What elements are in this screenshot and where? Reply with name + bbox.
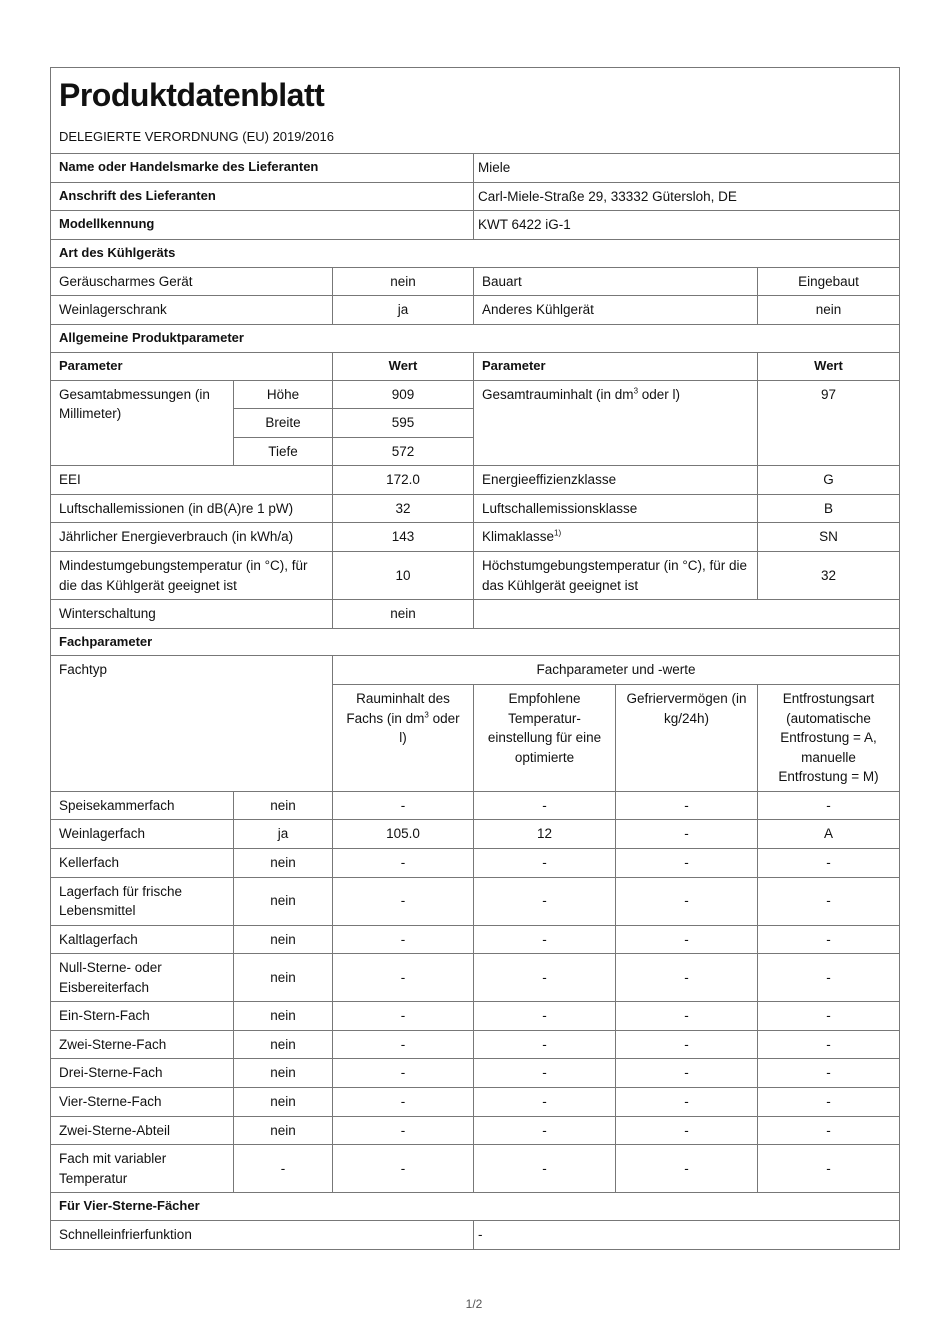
data-table <box>50 67 900 1250</box>
table-row <box>51 1030 900 1059</box>
width-value: 595 <box>333 409 474 438</box>
fast-freeze-value: - <box>474 1221 900 1250</box>
compartment-temp: - <box>474 791 616 820</box>
climate-class-label: Klimaklasse$^{1)}$ <box>474 523 758 552</box>
supplier-address-value: Carl-Miele-Straße 29, 33332 Gütersloh, DE <box>474 182 900 211</box>
fast-freeze-label: Schnelleinfrierfunktion <box>51 1221 474 1250</box>
compartment-present: - <box>234 1145 333 1193</box>
design-value: Eingebaut <box>758 267 900 296</box>
compartment-temp: - <box>474 954 616 1002</box>
supplier-name-value: Miele <box>474 154 900 183</box>
compartment-temp: - <box>474 1116 616 1145</box>
supplier-address-label: Anschrift des Lieferanten <box>51 182 474 211</box>
design-label: Bauart <box>474 267 758 296</box>
compartment-volume: - <box>333 848 474 877</box>
compartment-present: nein <box>234 1059 333 1088</box>
compartment-name: Zwei-Sterne-Abteil <box>51 1116 234 1145</box>
compartment-name: Zwei-Sterne-Fach <box>51 1030 234 1059</box>
footnote-marker: 1) <box>554 528 562 538</box>
table-row <box>51 1116 900 1145</box>
compartment-volume: - <box>333 1002 474 1031</box>
empty-cell <box>474 600 900 629</box>
compartment-defrost: - <box>758 1030 900 1059</box>
page-number: 1/2 <box>465 1297 483 1311</box>
compartment-present: ja <box>234 820 333 849</box>
width-label: Breite <box>234 409 333 438</box>
compartment-volume: - <box>333 791 474 820</box>
compartment-name: Speisekammerfach <box>51 791 234 820</box>
eei-value: 172.0 <box>333 466 474 495</box>
regulation-text: DELEGIERTE VERORDNUNG (EU) 2019/2016 <box>51 114 900 153</box>
col-freeze-header: Gefriervermögen (in kg/24h) <box>616 685 758 792</box>
compartment-freeze: - <box>616 1088 758 1117</box>
compartment-volume: - <box>333 1088 474 1117</box>
col-volume-header: Rauminhalt des Fachs (in $dm^3$ oder l) <box>333 685 474 792</box>
compartment-name: Vier-Sterne-Fach <box>51 1088 234 1117</box>
climate-class-value: SN <box>758 523 900 552</box>
compartment-defrost: - <box>758 877 900 925</box>
compartment-freeze: - <box>616 820 758 849</box>
table-row <box>51 1059 900 1088</box>
compartment-freeze: - <box>616 1059 758 1088</box>
compartment-freeze: - <box>616 1116 758 1145</box>
low-noise-value: nein <box>333 267 474 296</box>
table-row <box>51 877 900 925</box>
compartment-name: Kaltlagerfach <box>51 925 234 954</box>
volume-label: Gesamtrauminhalt (in $dm^3$ oder l) <box>474 380 758 466</box>
winter-switch-label: Winterschaltung <box>51 600 333 629</box>
compartment-present: nein <box>234 1002 333 1031</box>
param-header-right: Parameter <box>474 352 758 380</box>
compartment-defrost: A <box>758 820 900 849</box>
compartment-temp: - <box>474 1088 616 1117</box>
compartment-volume: - <box>333 877 474 925</box>
compartment-temp: 12 <box>474 820 616 849</box>
compartment-name: Kellerfach <box>51 848 234 877</box>
compartment-defrost: - <box>758 1088 900 1117</box>
compartment-temp: - <box>474 848 616 877</box>
other-device-label: Anderes Kühlgerät <box>474 296 758 325</box>
compartment-volume: - <box>333 1059 474 1088</box>
compartment-present: nein <box>234 877 333 925</box>
compartment-params-header: Fachparameter und -werte <box>333 656 900 685</box>
compartment-freeze: - <box>616 1030 758 1059</box>
model-label: Modellkennung <box>51 211 474 240</box>
table-row <box>51 848 900 877</box>
compartment-volume: - <box>333 1116 474 1145</box>
table-row <box>51 954 900 1002</box>
section-four-star: Für Vier-Sterne-Fächer <box>51 1193 900 1221</box>
compartment-freeze: - <box>616 954 758 1002</box>
col-defrost-header: Entfrostungsart (automatische Entfrostung = A, manuelle Entfrostung = M) <box>758 685 900 792</box>
energy-class-value: G <box>758 466 900 495</box>
table-row <box>51 925 900 954</box>
section-compartment-parameters: Fachparameter <box>51 628 900 656</box>
compartment-present: nein <box>234 1030 333 1059</box>
noise-emission-value: 32 <box>333 494 474 523</box>
table-row <box>51 1088 900 1117</box>
section-device-type: Art des Kühlgeräts <box>51 239 900 267</box>
product-data-sheet <box>50 67 899 1250</box>
compartment-present: nein <box>234 791 333 820</box>
max-temp-value: 32 <box>758 551 900 599</box>
compartment-defrost: - <box>758 791 900 820</box>
depth-value: 572 <box>333 437 474 466</box>
volume-value: 97 <box>758 380 900 466</box>
min-temp-label: Mindestumgebungstemperatur (in °C), für die das Kühlgerät geeignet ist <box>51 551 333 599</box>
compartment-present: nein <box>234 848 333 877</box>
compartment-defrost: - <box>758 848 900 877</box>
min-temp-value: 10 <box>333 551 474 599</box>
value-header-left: Wert <box>333 352 474 380</box>
compartment-present: nein <box>234 954 333 1002</box>
supplier-name-label: Name oder Handelsmarke des Lieferanten <box>51 154 474 183</box>
compartment-present: nein <box>234 1116 333 1145</box>
col-temp-header: Empfohlene Temperatur-einstellung für eine optimierte <box>474 685 616 792</box>
height-label: Höhe <box>234 380 333 409</box>
eei-label: EEI <box>51 466 333 495</box>
compartment-freeze: - <box>616 791 758 820</box>
compartment-volume: - <box>333 1145 474 1193</box>
compartment-name: Lagerfach für frische Lebensmittel <box>51 877 234 925</box>
compartment-name: Weinlagerfach <box>51 820 234 849</box>
compartment-present: nein <box>234 1088 333 1117</box>
compartment-defrost: - <box>758 1059 900 1088</box>
compartment-freeze: - <box>616 1002 758 1031</box>
compartment-temp: - <box>474 1145 616 1193</box>
other-device-value: nein <box>758 296 900 325</box>
depth-label: Tiefe <box>234 437 333 466</box>
compartment-temp: - <box>474 1059 616 1088</box>
param-header-left: Parameter <box>51 352 333 380</box>
annual-energy-value: 143 <box>333 523 474 552</box>
compartment-temp: - <box>474 1030 616 1059</box>
table-row <box>51 820 900 849</box>
model-value: KWT 6422 iG-1 <box>474 211 900 240</box>
compartment-name: Fach mit variabler Temperatur <box>51 1145 234 1193</box>
compartment-volume: - <box>333 954 474 1002</box>
energy-class-label: Energieeffizienzklasse <box>474 466 758 495</box>
winter-switch-value: nein <box>333 600 474 629</box>
compartment-defrost: - <box>758 1002 900 1031</box>
compartment-volume: 105.0 <box>333 820 474 849</box>
compartment-name: Ein-Stern-Fach <box>51 1002 234 1031</box>
wine-cabinet-label: Weinlagerschrank <box>51 296 333 325</box>
compartment-name: Null-Sterne- oder Eisbereiterfach <box>51 954 234 1002</box>
compartment-freeze: - <box>616 877 758 925</box>
compartment-freeze: - <box>616 925 758 954</box>
compartment-freeze: - <box>616 848 758 877</box>
table-row <box>51 1002 900 1031</box>
dimensions-label: Gesamtabmessungen (in Millimeter) <box>51 380 234 466</box>
page-title: Produktdatenblatt <box>51 68 900 115</box>
low-noise-label: Geräuscharmes Gerät <box>51 267 333 296</box>
compartment-defrost: - <box>758 1145 900 1193</box>
compartment-type-header: Fachtyp <box>51 656 333 791</box>
compartment-defrost: - <box>758 954 900 1002</box>
table-row <box>51 1145 900 1193</box>
compartment-defrost: - <box>758 1116 900 1145</box>
compartment-name: Drei-Sterne-Fach <box>51 1059 234 1088</box>
compartment-freeze: - <box>616 1145 758 1193</box>
compartment-present: nein <box>234 925 333 954</box>
noise-class-label: Luftschallemissionsklasse <box>474 494 758 523</box>
annual-energy-label: Jährlicher Energieverbrauch (in kWh/a) <box>51 523 333 552</box>
wine-cabinet-value: ja <box>333 296 474 325</box>
compartment-volume: - <box>333 925 474 954</box>
table-row <box>51 791 900 820</box>
compartment-temp: - <box>474 925 616 954</box>
compartment-defrost: - <box>758 925 900 954</box>
height-value: 909 <box>333 380 474 409</box>
compartment-volume: - <box>333 1030 474 1059</box>
compartment-temp: - <box>474 877 616 925</box>
value-header-right: Wert <box>758 352 900 380</box>
noise-class-value: B <box>758 494 900 523</box>
compartment-temp: - <box>474 1002 616 1031</box>
section-general-parameters: Allgemeine Produktparameter <box>51 324 900 352</box>
max-temp-label: Höchstumgebungstemperatur (in °C), für die das Kühlgerät geeignet ist <box>474 551 758 599</box>
noise-emission-label: Luftschallemissionen (in dB(A)re 1 pW) <box>51 494 333 523</box>
